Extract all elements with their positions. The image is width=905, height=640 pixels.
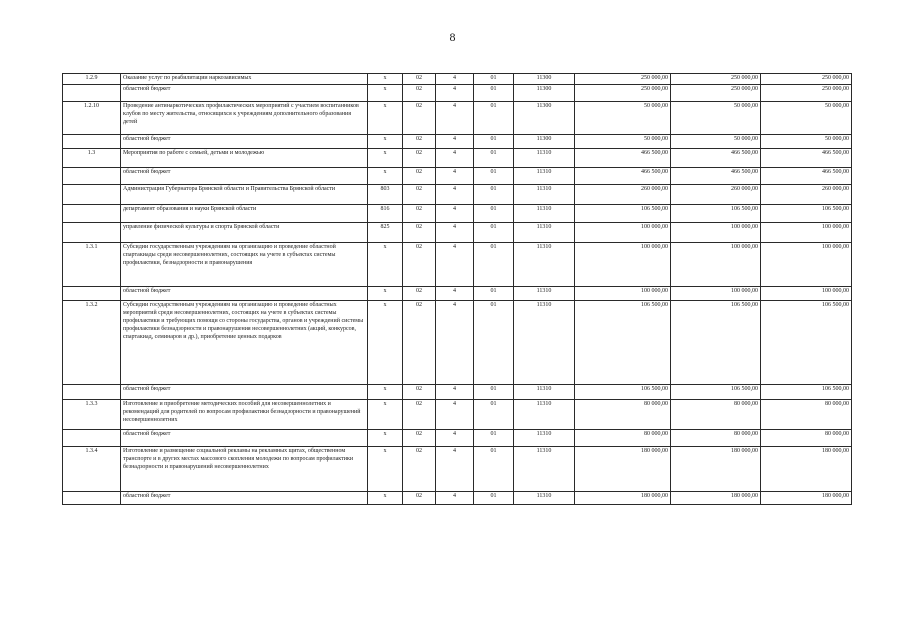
grbs-code: 803 <box>368 184 403 204</box>
item-name: Субсидии государственным учреждениям на организацию и проведение областных мероприятий среди несовершеннолетних, состоящих на учете в субъектах системы профилактики и требующих помощи со стороны государства, органов и учреждений системы профилактики безнадзорности и правонарушения несовершеннолетних (акций, конкурсов, спартакиад, семинаров и др.), приобретение ценных подарков <box>121 300 368 384</box>
grbs-code: х <box>368 84 403 101</box>
section-code: 02 <box>403 242 436 286</box>
target-article-code: 11310 <box>514 148 575 167</box>
amount-year-3: 50 000,00 <box>761 134 852 148</box>
grbs-code: х <box>368 399 403 429</box>
amount-year-2: 50 000,00 <box>671 134 761 148</box>
grbs-code: х <box>368 300 403 384</box>
program-code: 01 <box>474 167 514 184</box>
section-code: 02 <box>403 399 436 429</box>
amount-year-3: 106 500,00 <box>761 300 852 384</box>
item-name: областной бюджет <box>121 286 368 300</box>
item-code <box>63 286 121 300</box>
amount-year-2: 80 000,00 <box>671 429 761 446</box>
amount-year-2: 100 000,00 <box>671 222 761 242</box>
amount-year-2: 250 000,00 <box>671 74 761 85</box>
subsection-code: 4 <box>436 429 474 446</box>
item-name: Мероприятия по работе с семьей, детьми и молодежью <box>121 148 368 167</box>
item-code: 1.3.4 <box>63 446 121 491</box>
target-article-code: 11310 <box>514 429 575 446</box>
table-row <box>63 167 852 184</box>
item-code <box>63 134 121 148</box>
program-code: 01 <box>474 204 514 222</box>
item-code: 1.3 <box>63 148 121 167</box>
table-row <box>63 222 852 242</box>
section-code: 02 <box>403 446 436 491</box>
target-article-code: 11300 <box>514 134 575 148</box>
item-name: областной бюджет <box>121 167 368 184</box>
section-code: 02 <box>403 300 436 384</box>
table-row <box>63 148 852 167</box>
program-code: 01 <box>474 286 514 300</box>
subsection-code: 4 <box>436 167 474 184</box>
amount-year-3: 80 000,00 <box>761 429 852 446</box>
grbs-code: х <box>368 446 403 491</box>
table-row <box>63 184 852 204</box>
subsection-code: 4 <box>436 384 474 399</box>
item-name: областной бюджет <box>121 384 368 399</box>
item-code: 1.2.10 <box>63 101 121 134</box>
target-article-code: 11310 <box>514 300 575 384</box>
amount-year-1: 250 000,00 <box>575 74 671 85</box>
amount-year-3: 100 000,00 <box>761 286 852 300</box>
amount-year-2: 180 000,00 <box>671 491 761 504</box>
amount-year-2: 100 000,00 <box>671 286 761 300</box>
amount-year-1: 80 000,00 <box>575 429 671 446</box>
target-article-code: 11310 <box>514 399 575 429</box>
amount-year-3: 250 000,00 <box>761 84 852 101</box>
budget-table <box>62 73 852 505</box>
grbs-code: х <box>368 101 403 134</box>
section-code: 02 <box>403 429 436 446</box>
subsection-code: 4 <box>436 491 474 504</box>
grbs-code: 816 <box>368 204 403 222</box>
amount-year-2: 50 000,00 <box>671 101 761 134</box>
table-row <box>63 429 852 446</box>
table-row <box>63 101 852 134</box>
subsection-code: 4 <box>436 74 474 85</box>
table-row <box>63 84 852 101</box>
amount-year-2: 106 500,00 <box>671 300 761 384</box>
program-code: 01 <box>474 184 514 204</box>
table-row <box>63 300 852 384</box>
item-code <box>63 204 121 222</box>
item-code <box>63 167 121 184</box>
program-code: 01 <box>474 148 514 167</box>
amount-year-1: 106 500,00 <box>575 384 671 399</box>
amount-year-1: 50 000,00 <box>575 134 671 148</box>
section-code: 02 <box>403 384 436 399</box>
program-code: 01 <box>474 222 514 242</box>
amount-year-1: 100 000,00 <box>575 242 671 286</box>
amount-year-1: 100 000,00 <box>575 286 671 300</box>
target-article-code: 11310 <box>514 286 575 300</box>
item-code: 1.2.9 <box>63 74 121 85</box>
program-code: 01 <box>474 446 514 491</box>
amount-year-2: 106 500,00 <box>671 204 761 222</box>
target-article-code: 11310 <box>514 167 575 184</box>
section-code: 02 <box>403 167 436 184</box>
amount-year-1: 466 500,00 <box>575 167 671 184</box>
amount-year-3: 100 000,00 <box>761 222 852 242</box>
table-row <box>63 134 852 148</box>
item-name: областной бюджет <box>121 84 368 101</box>
subsection-code: 4 <box>436 242 474 286</box>
table-row <box>63 242 852 286</box>
target-article-code: 11300 <box>514 74 575 85</box>
table-row <box>63 204 852 222</box>
amount-year-3: 260 000,00 <box>761 184 852 204</box>
program-code: 01 <box>474 399 514 429</box>
item-code: 1.3.1 <box>63 242 121 286</box>
item-name: областной бюджет <box>121 491 368 504</box>
target-article-code: 11310 <box>514 204 575 222</box>
program-code: 01 <box>474 300 514 384</box>
target-article-code: 11310 <box>514 446 575 491</box>
item-name: Оказание услуг по реабилитации наркозависимых <box>121 74 368 85</box>
item-name: Субсидии государственным учреждениям на организацию и проведение областной спартакиады среди несовершеннолетних, состоящих на учете в субъектах системы профилактики, безнадзорности и правонарушения <box>121 242 368 286</box>
target-article-code: 11310 <box>514 222 575 242</box>
section-code: 02 <box>403 74 436 85</box>
program-code: 01 <box>474 74 514 85</box>
amount-year-1: 466 500,00 <box>575 148 671 167</box>
amount-year-3: 106 500,00 <box>761 384 852 399</box>
amount-year-3: 466 500,00 <box>761 148 852 167</box>
item-name: Изготовление и размещение социальной рекламы на рекламных щитах, общественном транспорте и в других местах массового скопления молодежи по вопросам профилактики безнадзорности и правонарушений несовершеннолетних <box>121 446 368 491</box>
target-article-code: 11310 <box>514 242 575 286</box>
subsection-code: 4 <box>436 204 474 222</box>
amount-year-3: 50 000,00 <box>761 101 852 134</box>
section-code: 02 <box>403 84 436 101</box>
section-code: 02 <box>403 204 436 222</box>
program-code: 01 <box>474 429 514 446</box>
subsection-code: 4 <box>436 101 474 134</box>
grbs-code: х <box>368 74 403 85</box>
section-code: 02 <box>403 286 436 300</box>
grbs-code: х <box>368 148 403 167</box>
table-row <box>63 384 852 399</box>
grbs-code: х <box>368 167 403 184</box>
item-code <box>63 84 121 101</box>
subsection-code: 4 <box>436 148 474 167</box>
target-article-code: 11310 <box>514 384 575 399</box>
amount-year-3: 466 500,00 <box>761 167 852 184</box>
item-code <box>63 384 121 399</box>
program-code: 01 <box>474 491 514 504</box>
subsection-code: 4 <box>436 184 474 204</box>
grbs-code: х <box>368 384 403 399</box>
page-number: 8 <box>449 30 456 44</box>
amount-year-3: 180 000,00 <box>761 446 852 491</box>
item-name: Проведение антинаркотических профилактических мероприятий с участием воспитанников клубов по месту жительства, относящихся к учреждениям дополнительного образования детей <box>121 101 368 134</box>
table-row <box>63 491 852 504</box>
amount-year-2: 100 000,00 <box>671 242 761 286</box>
grbs-code: 825 <box>368 222 403 242</box>
amount-year-2: 80 000,00 <box>671 399 761 429</box>
table-row <box>63 286 852 300</box>
subsection-code: 4 <box>436 134 474 148</box>
grbs-code: х <box>368 242 403 286</box>
amount-year-1: 106 500,00 <box>575 300 671 384</box>
grbs-code: х <box>368 429 403 446</box>
item-code <box>63 222 121 242</box>
section-code: 02 <box>403 134 436 148</box>
amount-year-3: 106 500,00 <box>761 204 852 222</box>
amount-year-1: 80 000,00 <box>575 399 671 429</box>
subsection-code: 4 <box>436 446 474 491</box>
program-code: 01 <box>474 84 514 101</box>
program-code: 01 <box>474 101 514 134</box>
amount-year-1: 250 000,00 <box>575 84 671 101</box>
item-name: Изготовление и приобретение методических пособий для несовершеннолетних и рекомендаций для родителей по вопросам профилактики безнадзорности и правонарушений несовершеннолетних <box>121 399 368 429</box>
amount-year-3: 80 000,00 <box>761 399 852 429</box>
amount-year-1: 260 000,00 <box>575 184 671 204</box>
subsection-code: 4 <box>436 399 474 429</box>
table-row <box>63 446 852 491</box>
amount-year-2: 250 000,00 <box>671 84 761 101</box>
amount-year-2: 466 500,00 <box>671 148 761 167</box>
grbs-code: х <box>368 134 403 148</box>
amount-year-1: 50 000,00 <box>575 101 671 134</box>
section-code: 02 <box>403 491 436 504</box>
amount-year-3: 100 000,00 <box>761 242 852 286</box>
amount-year-2: 466 500,00 <box>671 167 761 184</box>
subsection-code: 4 <box>436 300 474 384</box>
item-code: 1.3.3 <box>63 399 121 429</box>
amount-year-2: 180 000,00 <box>671 446 761 491</box>
amount-year-3: 180 000,00 <box>761 491 852 504</box>
target-article-code: 11300 <box>514 101 575 134</box>
table-row <box>63 74 852 85</box>
program-code: 01 <box>474 384 514 399</box>
item-name: Администрация Губернатора Брянской области и Правительства Брянской области <box>121 184 368 204</box>
target-article-code: 11300 <box>514 84 575 101</box>
section-code: 02 <box>403 101 436 134</box>
table-row <box>63 399 852 429</box>
item-code <box>63 491 121 504</box>
subsection-code: 4 <box>436 286 474 300</box>
section-code: 02 <box>403 222 436 242</box>
program-code: 01 <box>474 134 514 148</box>
amount-year-1: 180 000,00 <box>575 491 671 504</box>
section-code: 02 <box>403 184 436 204</box>
amount-year-1: 100 000,00 <box>575 222 671 242</box>
item-name: департамент образования и науки Брянской области <box>121 204 368 222</box>
item-name: областной бюджет <box>121 134 368 148</box>
subsection-code: 4 <box>436 84 474 101</box>
section-code: 02 <box>403 148 436 167</box>
item-code: 1.3.2 <box>63 300 121 384</box>
grbs-code: х <box>368 286 403 300</box>
item-code <box>63 429 121 446</box>
grbs-code: х <box>368 491 403 504</box>
subsection-code: 4 <box>436 222 474 242</box>
amount-year-1: 106 500,00 <box>575 204 671 222</box>
item-name: областной бюджет <box>121 429 368 446</box>
amount-year-1: 180 000,00 <box>575 446 671 491</box>
target-article-code: 11310 <box>514 491 575 504</box>
item-code <box>63 184 121 204</box>
amount-year-3: 250 000,00 <box>761 74 852 85</box>
target-article-code: 11310 <box>514 184 575 204</box>
amount-year-2: 106 500,00 <box>671 384 761 399</box>
item-name: управление физической культуры и спорта Брянской области <box>121 222 368 242</box>
amount-year-2: 260 000,00 <box>671 184 761 204</box>
program-code: 01 <box>474 242 514 286</box>
